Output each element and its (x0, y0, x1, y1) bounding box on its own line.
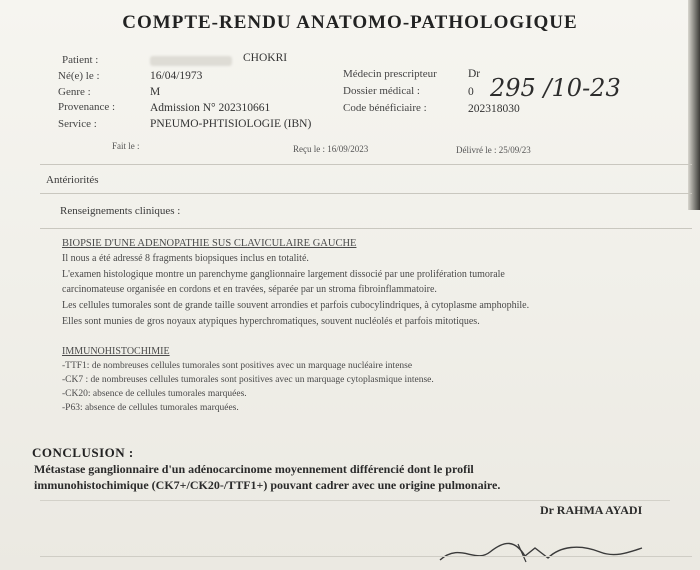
biopsie-line: Il nous a été adressé 8 fragments biopsiques inclus en totalité. (62, 253, 309, 264)
handwritten-dossier-number: 295 /10-23 (490, 74, 621, 102)
divider (40, 228, 692, 229)
dossier-label: Dossier médical : (343, 85, 420, 97)
delivre-date: Délivré le : 25/09/23 (456, 145, 531, 155)
patient-label: Patient : (62, 54, 99, 66)
divider (40, 193, 692, 194)
patient-name: CHOKRI (243, 52, 288, 64)
recu-date: Reçu le : 16/09/2023 (293, 144, 369, 154)
medecin-value: Dr (468, 68, 481, 80)
anteriorites-heading: Antériorités (46, 174, 99, 186)
conclusion-line: immunohistochimique (CK7+/CK20-/TTF1+) pouvant cadrer avec une origine pulmonaire. (34, 478, 501, 492)
conclusion-line: Métastase ganglionnaire d'un adénocarcinome moyennement différencié dont le profil (34, 462, 474, 476)
born-label: Né(e) le : (58, 70, 100, 82)
signature-scribble (430, 522, 650, 570)
doctor-signature-name: Dr RAHMA AYADI (540, 503, 643, 517)
service-label: Service : (58, 118, 97, 130)
ihc-line: -CK20: absence de cellules tumorales marquées. (62, 389, 247, 399)
divider (40, 556, 692, 557)
provenance-label: Provenance : (58, 101, 116, 113)
conclusion-title: CONCLUSION : (32, 445, 134, 460)
biopsie-line: carcinomateuse organisée en cordons et en travées, séparée par un stroma fibroinflammatoire. (62, 284, 437, 295)
report-title: COMPTE-RENDU ANATOMO-PATHOLOGIQUE (122, 12, 578, 33)
medecin-label: Médecin prescripteur (343, 68, 437, 80)
divider (40, 500, 670, 501)
ihc-line: -CK7 : de nombreuses cellules tumorales sont positives avec un marquage cytoplasmique intense. (62, 375, 434, 385)
renseignements-heading: Renseignements cliniques : (60, 205, 181, 217)
biopsie-line: Elles sont munies de gros noyaux atypiques hyperchromatiques, souvent nucléolés et parfois mitotiques. (62, 316, 480, 327)
ihc-title: IMMUNOHISTOCHIMIE (62, 346, 170, 357)
redacted-first-name (150, 56, 232, 66)
service-value: PNEUMO-PHTISIOLOGIE (IBN) (150, 118, 312, 130)
biopsie-line: Les cellules tumorales sont de grande taille souvent arrondies et parfois cubocylindriques, à cytoplasme amphophile. (62, 300, 530, 311)
ihc-line: -P63: absence de cellules tumorales marquées. (62, 403, 239, 413)
genre-label: Genre : (58, 86, 91, 98)
born-value: 16/04/1973 (150, 70, 203, 82)
divider (40, 164, 692, 165)
ihc-line: -TTF1: de nombreuses cellules tumorales sont positives avec un marquage nucléaire intense (62, 361, 413, 371)
genre-value: M (150, 86, 161, 98)
code-value: 202318030 (468, 103, 520, 115)
biopsie-title: BIOPSIE D'UNE ADENOPATHIE SUS CLAVICULAIRE GAUCHE (62, 238, 357, 249)
code-label: Code bénéficiaire : (343, 102, 427, 114)
fait-label: Fait le : (112, 141, 140, 151)
dossier-value: 0 (468, 86, 474, 98)
biopsie-line: L'examen histologique montre un parenchyme ganglionnaire largement dissocié par une prolifération tumorale (62, 269, 505, 280)
provenance-value: Admission N° 202310661 (150, 102, 271, 114)
